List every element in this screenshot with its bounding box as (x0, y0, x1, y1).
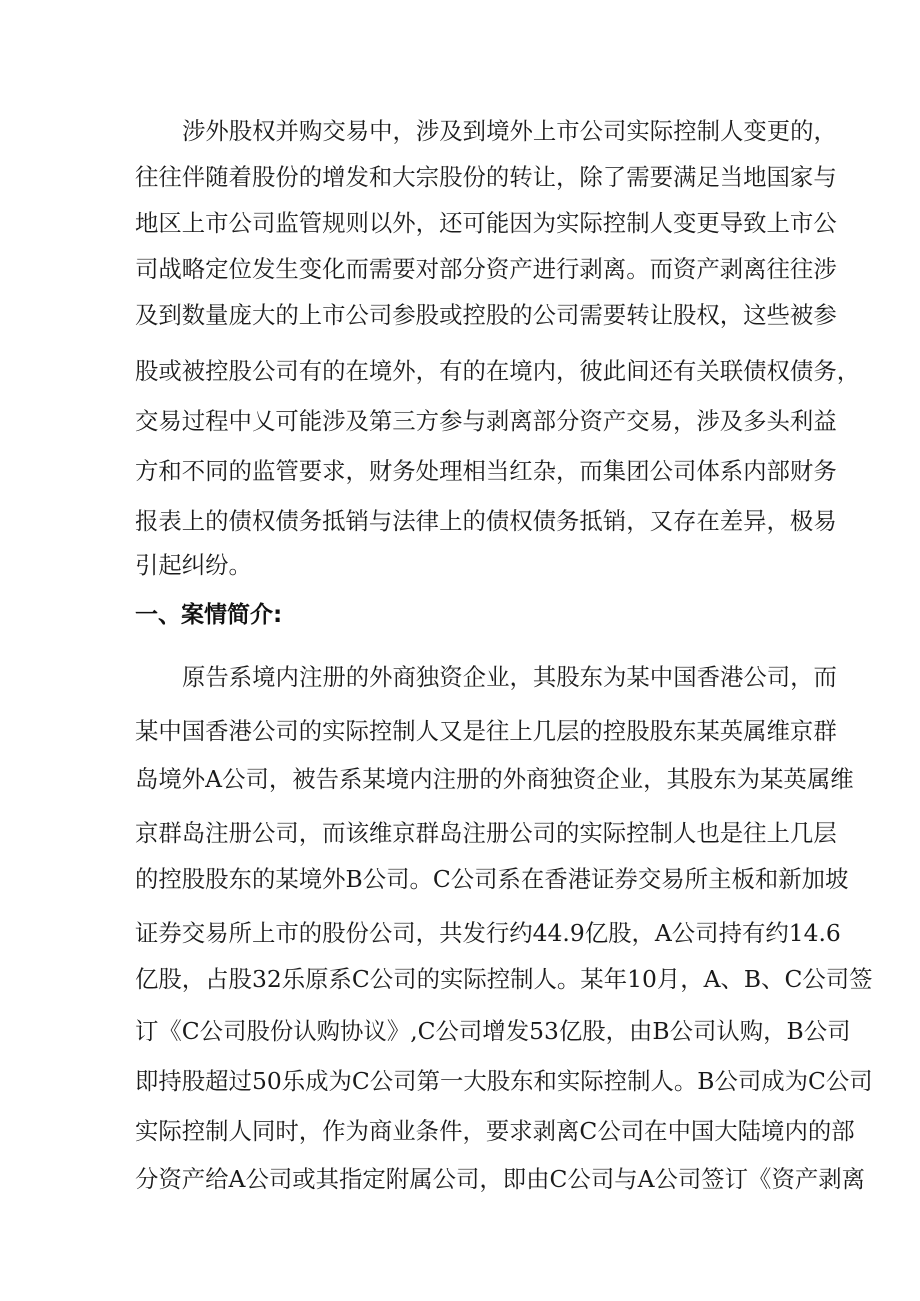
paragraph2-line-10: 实际控制人同时，作为商业条件，要求剥离C公司在中国大陆境内的部 (135, 1117, 855, 1145)
paragraph1-line-1: 涉外股权并购交易中，涉及到境外上市公司实际控制人变更的， (182, 117, 837, 145)
paragraph1-line-7: 交易过程中乂可能涉及第三方参与剥离部分资产交易，涉及多头利益 (135, 407, 837, 435)
paragraph2-line-1: 原告系境内注册的外商独资企业，其股东为某中国香港公司，而 (182, 663, 837, 691)
paragraph2-line-8: 订《C公司股份认购协议》,C公司增发53亿股，由B公司认购，B公司 (135, 1017, 851, 1045)
paragraph2-line-9: 即持股超过50乐成为C公司第一大股东和实际控制人。B公司成为C公司 (135, 1067, 873, 1095)
paragraph2-line-6: 证券交易所上市的股份公司，共发行约44.9亿股，A公司持有约14.6 (135, 919, 841, 947)
section-heading: 一、案情简介: (135, 602, 283, 628)
paragraph2-line-3: 岛境外A公司，被告系某境内注册的外商独资企业，其股东为某英属维 (135, 765, 854, 793)
paragraph1-line-9: 报表上的债权债务抵销与法律上的债权债务抵销，又存在差异，极易 (135, 507, 837, 535)
paragraph2-line-7: 亿股，占股32乐原系C公司的实际控制人。某年10月，A、B、C公司签 (135, 965, 873, 993)
paragraph1-line-3: 地区上市公司监管规则以外，还可能因为实际控制人变更导致上市公 (135, 209, 837, 237)
paragraph1-line-2: 往往伴随着股份的增发和大宗股份的转让，除了需要满足当地国家与 (135, 163, 837, 191)
paragraph2-line-4: 京群岛注册公司，而该维京群岛注册公司的实际控制人也是往上几层 (135, 819, 837, 847)
paragraph2-line-11: 分资产给A公司或其指定附属公司，即由C公司与A公司签订《资产剥离 (135, 1165, 866, 1193)
paragraph1-line-10: 引起纠纷。 (135, 551, 252, 579)
paragraph1-line-8: 方和不同的监管要求，财务处理相当红杂，而集团公司体系内部财务 (135, 457, 837, 485)
paragraph1-line-4: 司战略定位发生变化而需要对部分资产进行剥离。而资产剥离往往涉 (135, 255, 837, 283)
paragraph2-line-2: 某中国香港公司的实际控制人又是往上几层的控股股东某英属维京群 (135, 717, 837, 745)
paragraph2-line-5: 的控股股东的某境外B公司。C公司系在香港证券交易所主板和新加坡 (135, 865, 849, 893)
paragraph1-line-5: 及到数量庞大的上市公司参股或控股的公司需要转让股权，这些被参 (135, 301, 837, 329)
paragraph1-line-6: 股或被控股公司有的在境外，有的在境内，彼此间还有关联债权债务， (135, 357, 861, 385)
